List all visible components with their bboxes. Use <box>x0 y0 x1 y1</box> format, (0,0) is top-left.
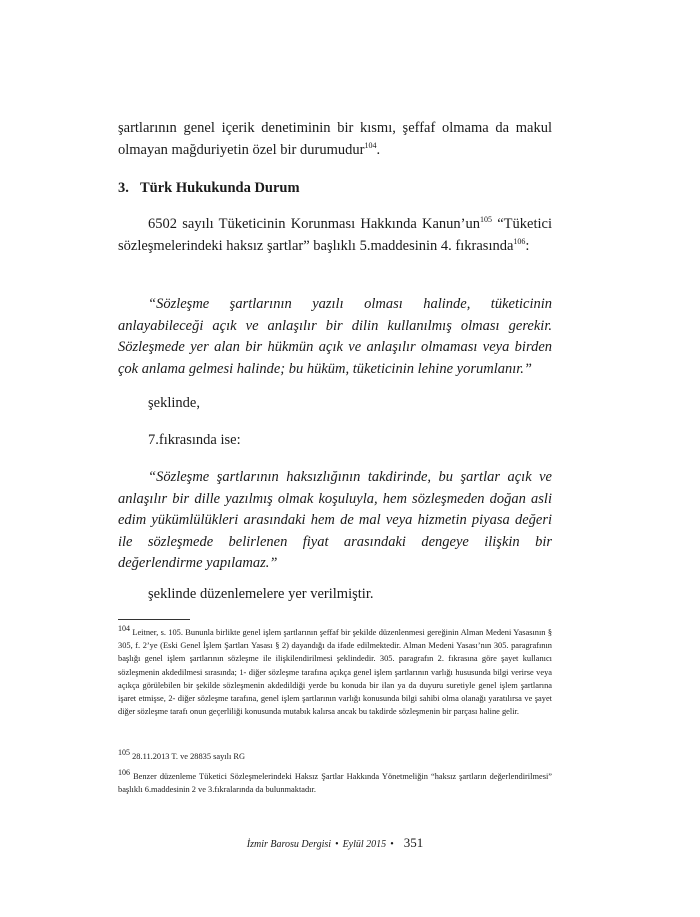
footnote-ref-104[interactable]: 104 <box>364 140 377 150</box>
quote-paragraph-7: “Sözleşme şartlarının haksızlığının takdirinde, bu şartlar açık ve anlaşılır bir dille yazılmış olmak koşuluyla, hem sözleşmeden doğan asli edim yükümlülükleri arasındaki hem de mal veya hizmetin piyasa değeri ile sözleşmede belirlenen fiyat arasındaki dengeye ilişkin bir değerlendirme yapılamaz.” <box>118 469 552 571</box>
footnote-divider <box>118 619 190 620</box>
page-number: 351 <box>403 835 424 850</box>
journal-name: İzmir Barosu Dergisi <box>246 839 332 850</box>
footnote-ref-105[interactable]: 105 <box>480 215 492 225</box>
paragraph-2: 6502 sayılı Tüketicinin Korunması Hakkında $Kanun’un^{105}$ “Tüketici sözleşmelerindeki haksız şartlar” başlıklı 5.maddesinin 4. fıkrasında$^{106}$: <box>118 215 552 254</box>
issue-date: Eylül 2015 <box>342 839 387 850</box>
section-heading <box>118 178 552 198</box>
fikra-7-line: 7.fıkrasında ise: <box>148 432 241 448</box>
quote-paragraph-4: “Sözleşme şartlarının yazılı olması halinde, tüketicinin anlayabileceği açık ve anlaşılır bir dilin kullanılmış olması gerekir. Sözleşmede yer alan bir hükmün açık ve anlaşılır olmaması veya birden çok anlama gelmesi halinde; bu hüküm, tüketicinin lehine yorumlanır.” <box>118 296 552 377</box>
page-footer <box>118 836 552 852</box>
footnote-ref-106[interactable]: 106 <box>513 236 526 246</box>
section-title: Türk Hukukunda Durum <box>140 180 300 196</box>
paragraph-1: şartlarının genel içerik denetiminin bir kısmı, şeffaf olmama da makul olmayan mağduriyetin özel bir durumudur$^{104}$. <box>118 120 552 158</box>
section-number: 3. <box>118 180 129 196</box>
footer-separator-2: • <box>390 839 394 850</box>
footnote-106: $^{106}$ Benzer düzenleme Tüketici Sözleşmelerindeki Haksız Şartlar Hakkında Yönetmeliğin “haksız şartların değerlendirilmesi” başlıklı 6.maddesinin 2 ve 3.fıkralarında da bulunmaktadır. <box>118 768 552 795</box>
footnote-104: $^{104}$ Leitner, s. 105. Bununla birlikte genel işlem şartlarının şeffaf bir şekilde düzenlenmesi gereğinin Alman Medeni Yasasının § 305, f. 2’ye (Eski Genel İşlem Şartları Yasası § 2) dayandığı da ifade edilmektedir. Alman Medeni Yasası’nın 305. paragrafının başlığı genel işlem şartlarının sözleşme ile ilişkilendirilmesi şeklindedir. 305. paragrafın 2. fıkrasına göre şayet kullanıcı sözleşmenin akdedilmesi sırasında; 1- diğer sözleşme tarafına açıkça genel işlem şartlarının varlığı hususunda bilgi verirse veya açıkça görülebilen bir şekilde sözleşmenin akdedildiği yerde bu konuda bir ilan ya da duyuru suretiyle genel işlem şartlarına işaret etmişse, 2- diğer sözleşme tarafına, genel işlem şartlarının varlığı konusunda bilgi sahibi olma olanağı yaratılırsa ve şayet diğer sözleşme tarafı onun geçerliliği konusunda mutabık kalırsa ancak bu takdirde sözleşmenin bir parçası haline gelir. <box>118 624 553 717</box>
footer-separator: • <box>335 839 339 850</box>
footnote-105: $^{105}$ 28.11.2013 T. ve 28835 sayılı RG <box>118 748 245 761</box>
seklinde-line: şeklinde, <box>148 395 200 411</box>
closing-line: şeklinde düzenlemelere yer verilmiştir. <box>148 586 374 602</box>
